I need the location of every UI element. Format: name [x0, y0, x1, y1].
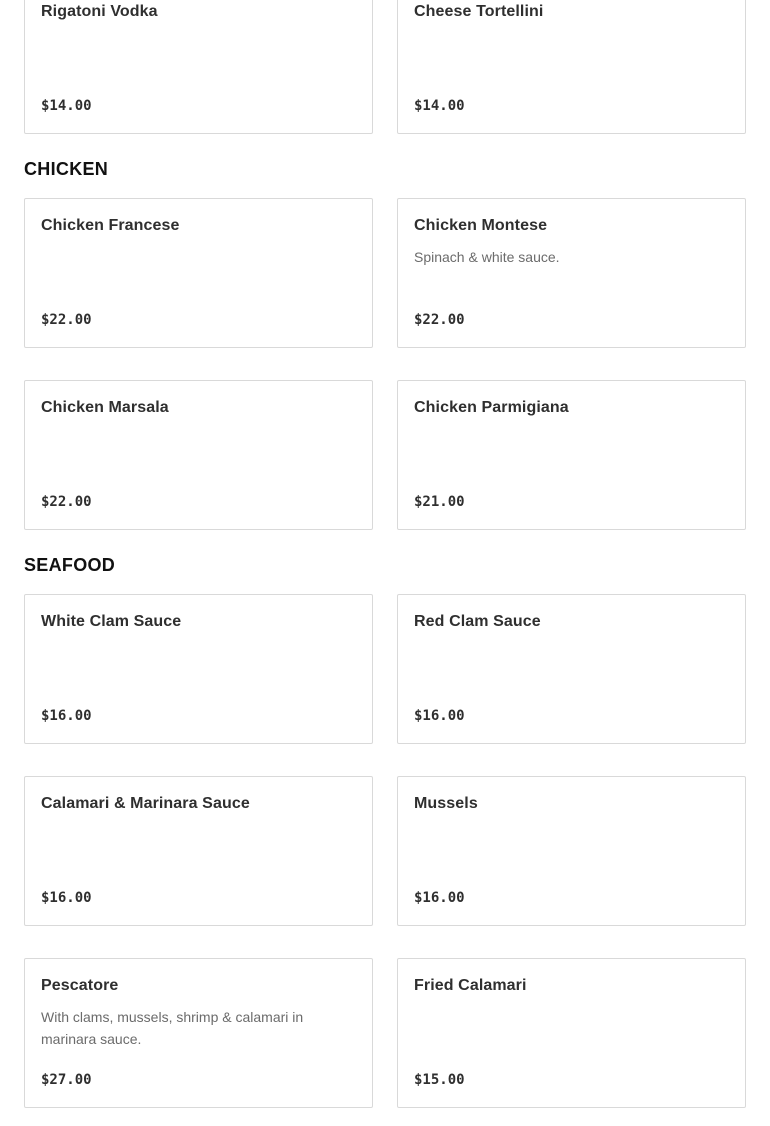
menu-item-card[interactable] — [397, 776, 746, 926]
menu-item-card[interactable] — [397, 380, 746, 530]
menu-item-name: Red Clam Sauce — [414, 613, 541, 630]
menu-item-name: Chicken Parmigiana — [414, 399, 569, 416]
menu-item-price: $16.00 — [41, 708, 92, 724]
menu-item-price: $14.00 — [41, 98, 92, 114]
menu-grid-seafood — [24, 594, 746, 1108]
menu-item-price: $22.00 — [414, 312, 465, 328]
menu-item-name: Mussels — [414, 795, 478, 812]
menu-item-card[interactable] — [24, 380, 373, 530]
section-title-chicken: CHICKEN — [24, 159, 109, 179]
menu-item-card[interactable] — [24, 0, 373, 134]
menu-item-card[interactable] — [24, 776, 373, 926]
menu-item-name: Fried Calamari — [414, 977, 527, 994]
menu-item-name: Chicken Francese — [41, 217, 180, 234]
menu-item-price: $16.00 — [41, 890, 92, 906]
menu-grid-pasta — [24, 0, 746, 134]
menu-item-name: Chicken Marsala — [41, 399, 169, 416]
menu-item-price: $22.00 — [41, 494, 92, 510]
menu-item-price: $27.00 — [41, 1072, 92, 1088]
menu-item-description: Spinach & white sauce. — [414, 249, 560, 265]
menu-item-card[interactable] — [397, 0, 746, 134]
menu-item-card[interactable] — [24, 198, 373, 348]
menu-item-price: $16.00 — [414, 890, 465, 906]
menu-item-price: $15.00 — [414, 1072, 465, 1088]
menu-item-description: With clams, mussels, shrimp & calamari in marinara sauce. — [41, 1009, 304, 1047]
menu-item-name: Rigatoni Vodka — [41, 3, 158, 20]
menu-item-price: $14.00 — [414, 98, 465, 114]
menu-grid-chicken — [24, 198, 746, 530]
menu-item-card[interactable] — [24, 958, 373, 1108]
menu-item-name: Pescatore — [41, 977, 119, 994]
menu-item-name: Cheese Tortellini — [414, 3, 544, 20]
menu-item-card[interactable] — [397, 594, 746, 744]
menu-item-name: White Clam Sauce — [41, 613, 182, 630]
menu-item-price: $21.00 — [414, 494, 465, 510]
menu-item-price: $22.00 — [41, 312, 92, 328]
menu-item-name: Calamari & Marinara Sauce — [41, 795, 250, 812]
menu-item-name: Chicken Montese — [414, 217, 548, 234]
menu-item-card[interactable] — [24, 594, 373, 744]
menu-item-price: $16.00 — [414, 708, 465, 724]
menu-item-card[interactable] — [397, 958, 746, 1108]
section-title-seafood: SEAFOOD — [24, 555, 116, 575]
menu-item-card[interactable] — [397, 198, 746, 348]
